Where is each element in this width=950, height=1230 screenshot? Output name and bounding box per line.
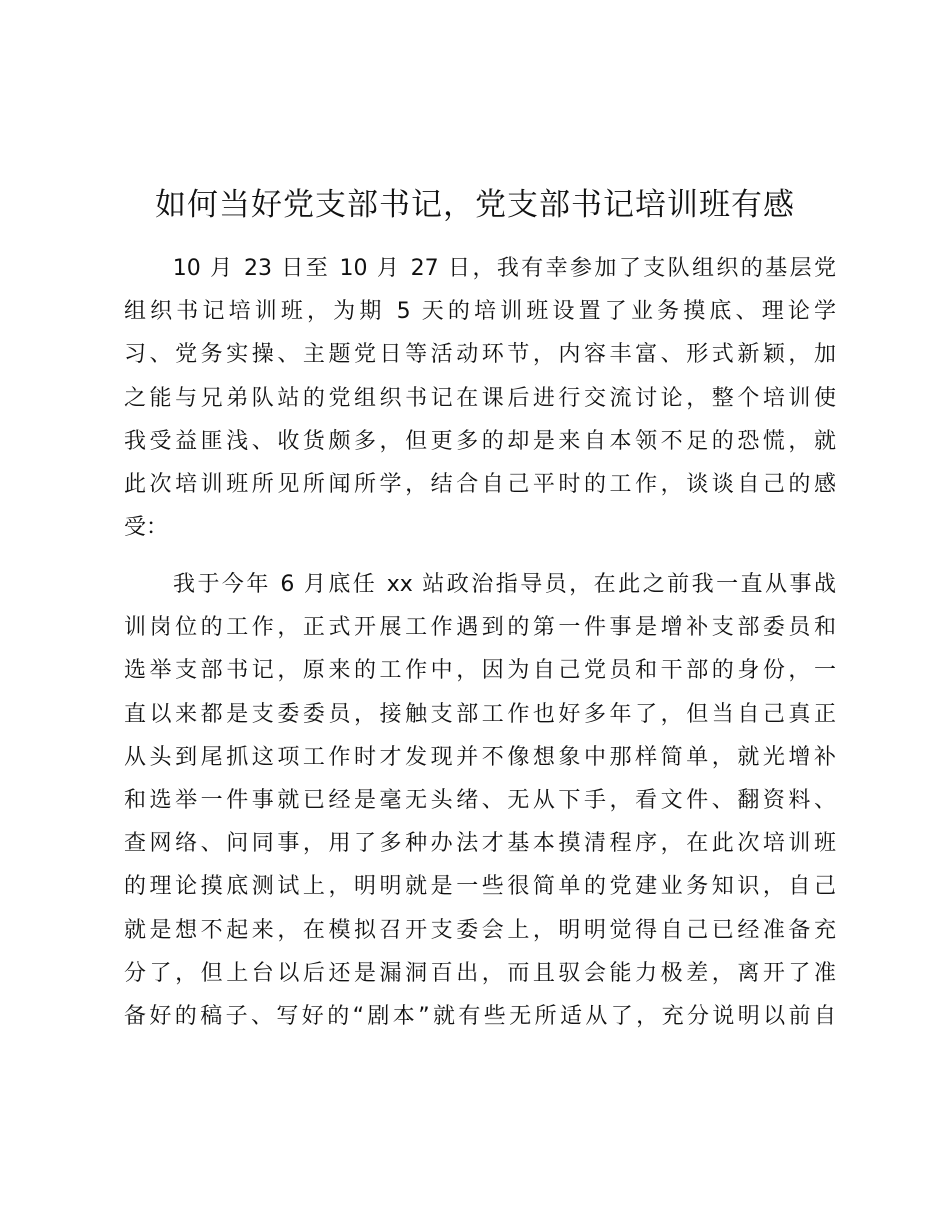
paragraph-line: 选举支部书记，原来的工作中，因为自己党员和干部的身份，一 [124,658,836,684]
paragraph-line: 我于今年 6 月底任 xx 站政治指导员，在此之前我一直从事战 [124,572,836,597]
paragraph-line: 之能与兄弟队站的党组织书记在课后进行交流讨论，整个培训使 [124,385,836,411]
paragraph-line: 从头到尾抓这项工作时才发现并不像想象中那样简单，就光增补 [124,744,836,770]
paragraph-line: 组织书记培训班，为期 5 天的培训班设置了业务摸底、理论学 [124,299,836,325]
paragraph-line: 受： [124,515,169,541]
paragraph-line: 习、党务实操、主题党日等活动环节，内容丰富、形式新颖，加 [124,342,836,368]
document-title: 如何当好党支部书记，党支部书记培训班有感 [155,187,795,223]
paragraph-line: 备好的稿子、写好的“剧本”就有些无所适从了，充分说明以前自 [124,1003,836,1029]
paragraph-1 [124,247,836,549]
paragraph-line: 此次培训班所见所闻所学，结合自己平时的工作，谈谈自己的感 [124,471,836,497]
paragraph-2 [124,563,836,1038]
paragraph-line: 训岗位的工作，正式开展工作遇到的第一件事是增补支部委员和 [124,615,836,641]
paragraph-line: 的理论摸底测试上，明明就是一些很简单的党建业务知识，自己 [124,874,836,900]
paragraph-line: 我受益匪浅、收货颇多，但更多的却是来自本领不足的恐慌，就 [124,428,836,454]
paragraph-line: 就是想不起来，在模拟召开支委会上，明明觉得自己已经准备充 [124,917,836,943]
paragraph-line: 和选举一件事就已经是毫无头绪、无从下手，看文件、翻资料、 [124,787,836,813]
paragraph-line: 分了，但上台以后还是漏洞百出，而且驭会能力极差，离开了准 [124,960,836,986]
paragraph-line: 查网络、问同事，用了多种办法才基本摸清程序，在此次培训班 [124,831,836,857]
paragraph-line: 10 月 23 日至 10 月 27 日，我有幸参加了支队组织的基层党 [124,256,836,281]
paragraph-line: 直以来都是支委委员，接触支部工作也好多年了，但当自己真正 [124,701,836,727]
